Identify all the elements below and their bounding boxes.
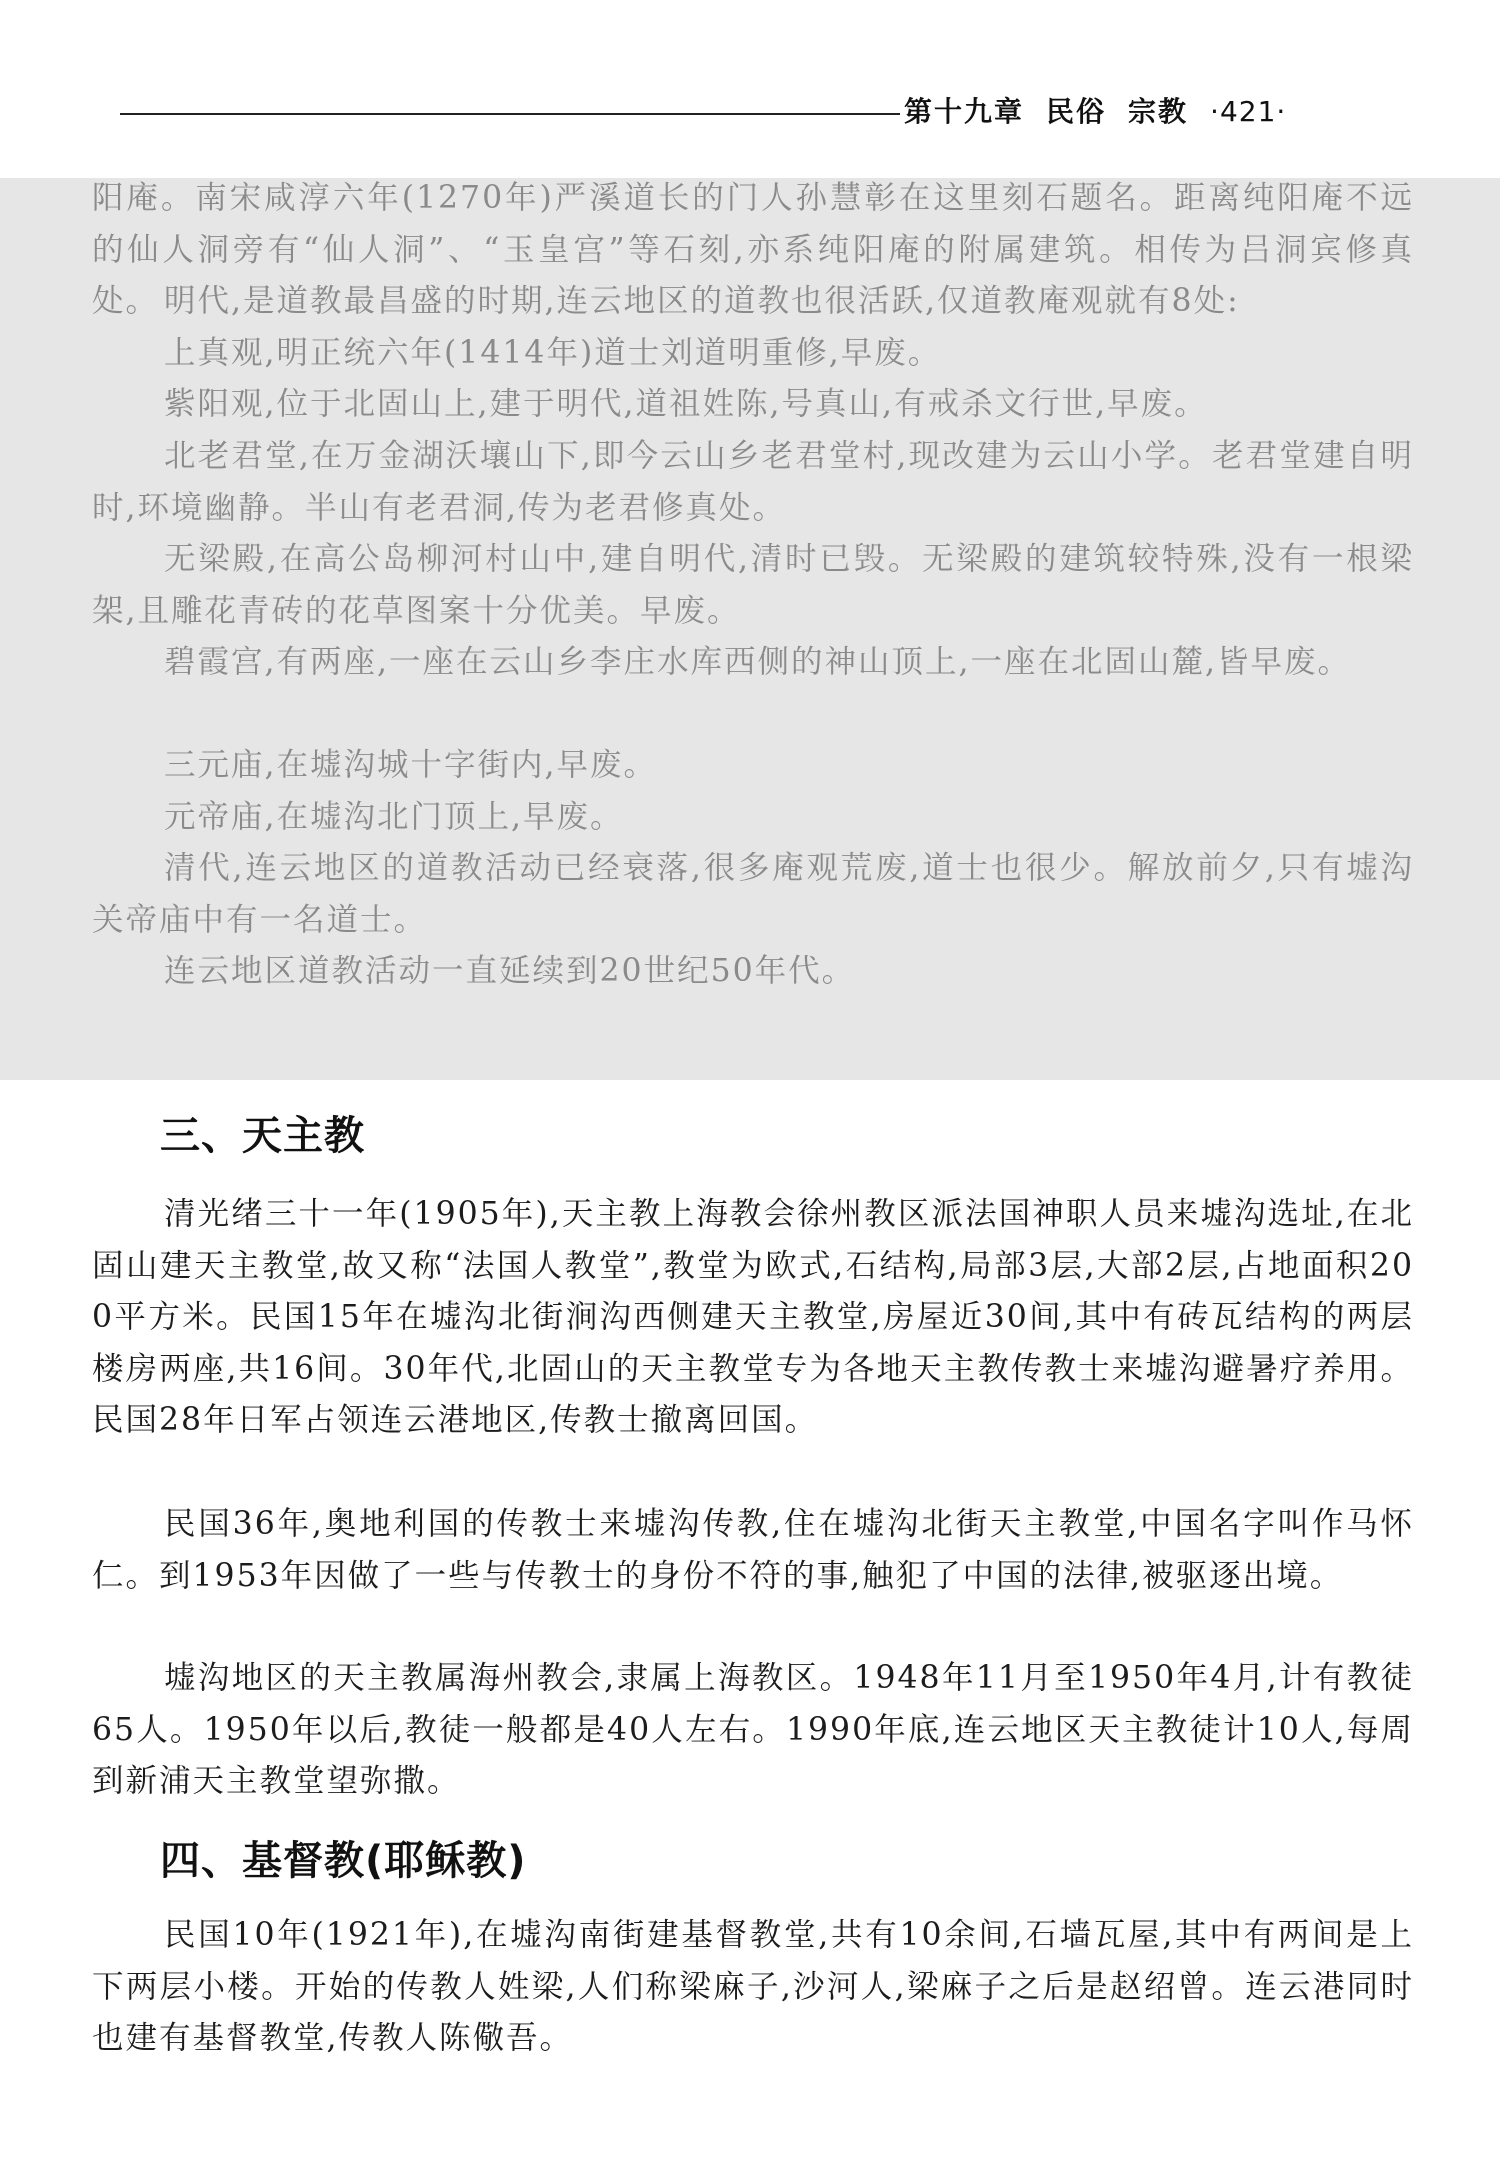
paragraph: 阳庵。南宋咸淳六年(1270年)严溪道长的门人孙慧彰在这里刻石题名。距离纯阳庵不远的仙人洞旁有“仙人洞”、“玉皇宫”等石刻,亦系纯阳庵的附属建筑。相传为吕洞宾修真处。 bbox=[92, 180, 1414, 320]
paragraph: 清光绪三十一年(1905年),天主教上海教会徐州教区派法国神职人员来墟沟选址,在北固山建天主教堂,故又称“法国人教堂”,教堂为欧式,石结构,局部3层,大部2层,占地面积200平方米。民国15年在墟沟北街涧沟西侧建天主教堂,房屋近30间,其中有砖瓦结构的两层楼房两座,共16间。30年代,北固山的天主教堂专为各地天主教传教士来墟沟避暑疗养用。民国28年日军占领连云港地区,传教士撤离回国。 bbox=[92, 1196, 1414, 1439]
paragraph: 明代,是道教最昌盛的时期,连云地区的道教也很活跃,仅道教庵观就有8处: bbox=[164, 283, 1240, 319]
paragraph: 民国10年(1921年),在墟沟南街建基督教堂,共有10余间,石墙瓦屋,其中有两间是上下两层小楼。开始的传教人姓梁,人们称梁麻子,沙河人,梁麻子之后是赵绍曾。连云港同时也建有基督教堂,传教人陈儆吾。 bbox=[92, 1917, 1414, 2057]
section-title-religion: 宗教 bbox=[1128, 95, 1189, 128]
section-title-folk: 民俗 bbox=[1046, 95, 1107, 128]
paragraph: 三元庙,在墟沟城十字街内,早废。 bbox=[164, 747, 658, 783]
running-header bbox=[904, 90, 1286, 134]
taoism-continuation-block bbox=[0, 178, 1500, 1080]
page-number: ·421· bbox=[1210, 95, 1287, 128]
paragraph: 清代,连云地区的道教活动已经衰落,很多庵观荒废,道士也很少。解放前夕,只有墟沟关帝庙中有一名道士。 bbox=[92, 850, 1414, 938]
paragraph: 上真观,明正统六年(1414年)道士刘道明重修,早废。 bbox=[164, 335, 942, 371]
header-rule bbox=[120, 113, 900, 115]
paragraph: 民国36年,奥地利国的传教士来墟沟传教,住在墟沟北街天主教堂,中国名字叫作马怀仁。到1953年因做了一些与传教士的身份不符的事,触犯了中国的法律,被驱逐出境。 bbox=[92, 1506, 1414, 1594]
paragraph: 元帝庙,在墟沟北门顶上,早废。 bbox=[164, 799, 624, 835]
paragraph: 碧霞宫,有两座,一座在云山乡李庄水库西侧的神山顶上,一座在北固山麓,皆早废。 bbox=[164, 644, 1352, 680]
paragraph: 无梁殿,在高公岛柳河村山中,建自明代,清时已毁。无梁殿的建筑较特殊,没有一根梁架,且雕花青砖的花草图案十分优美。早废。 bbox=[92, 541, 1414, 629]
paragraph: 连云地区道教活动一直延续到20世纪50年代。 bbox=[164, 953, 856, 989]
paragraph: 墟沟地区的天主教属海州教会,隶属上海教区。1948年11月至1950年4月,计有教徒65人。1950年以后,教徒一般都是40人左右。1990年底,连云地区天主教徒计10人,每周到新浦天主教堂望弥撒。 bbox=[92, 1660, 1414, 1800]
section-heading-catholicism: 三、天主教 bbox=[160, 1113, 365, 1159]
paragraph: 北老君堂,在万金湖沃壤山下,即今云山乡老君堂村,现改建为云山小学。老君堂建自明时,环境幽静。半山有老君洞,传为老君修真处。 bbox=[92, 438, 1414, 526]
section-heading-christianity: 四、基督教(耶稣教) bbox=[160, 1838, 527, 1884]
chapter-title: 第十九章 bbox=[904, 95, 1025, 128]
paragraph: 紫阳观,位于北固山上,建于明代,道祖姓陈,号真山,有戒杀文行世,早废。 bbox=[164, 386, 1208, 422]
